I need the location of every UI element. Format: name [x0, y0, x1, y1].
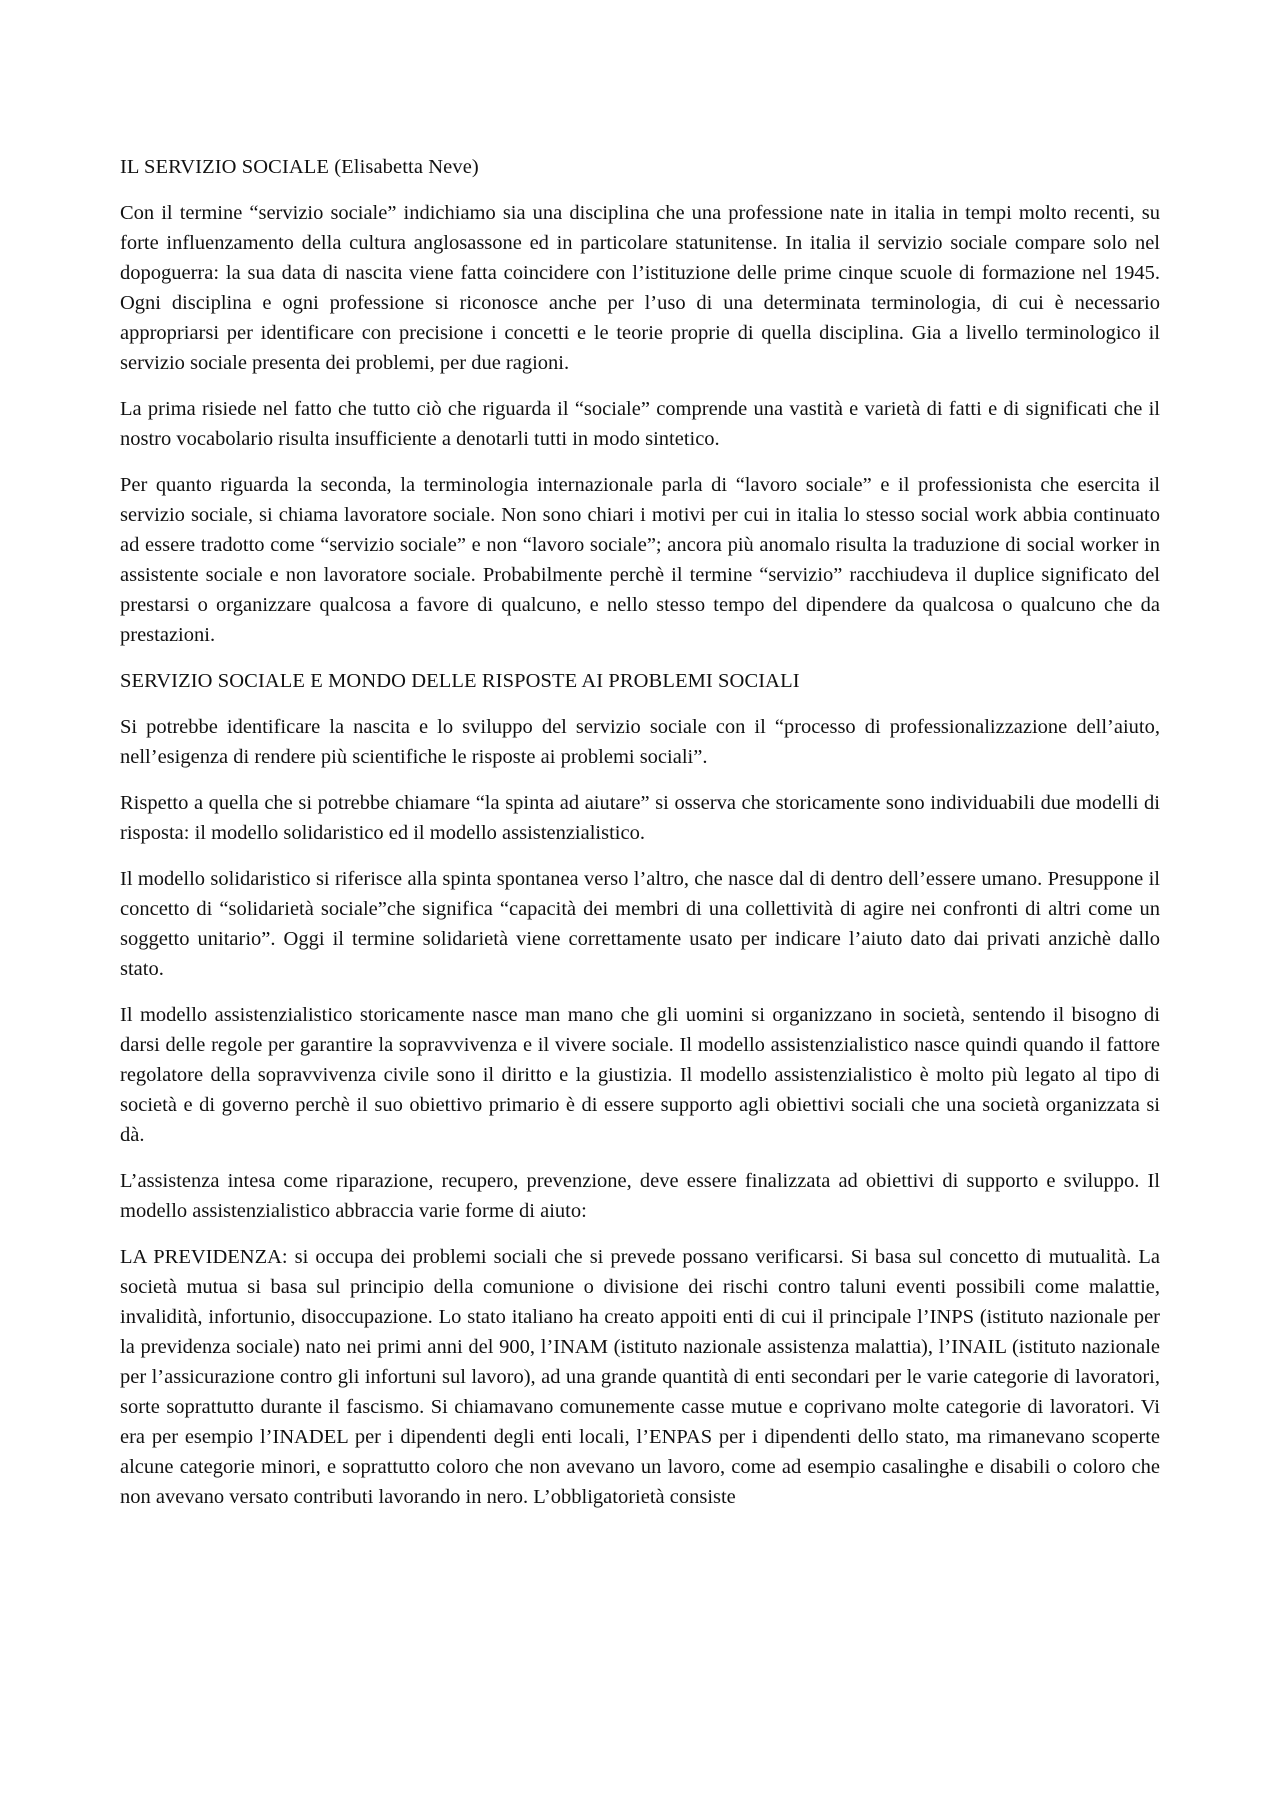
paragraph-intro-definition: Con il termine “servizio sociale” indichiamo sia una disciplina che una professione nate in italia in tempi molto recenti, su forte influenzamento della cultura anglosassone ed in particolare statunitense. In italia il servizio sociale compare solo nel dopoguerra: la sua data di nascita viene fatta coincidere con l’istituzione delle prime cinque scuole di formazione nel 1945. Ogni disciplina e ogni professione si riconosce anche per l’uso di una determinata terminologia, di cui è necessario appropriarsi per identificare con precisione i concetti e le teorie proprie di quella disciplina. Gia a livello terminologico il servizio sociale presenta dei problemi, per due ragioni. [120, 202, 1160, 374]
paragraph-assistential-model: Il modello assistenzialistico storicamente nasce man mano che gli uomini si organizzano in società, sentendo il bisogno di darsi delle regole per garantire la sopravvivenza e il vivere sociale. Il modello assistenzialistico nasce quindi quando il fattore regolatore della sopravvivenza civile sono il diritto e la giustizia. Il modello assistenzialistico è molto più legato al tipo di società e di governo perchè il suo obiettivo primario è di essere supporto agli obiettivi sociali che una società organizzata si dà. [120, 1004, 1160, 1146]
paragraph-assistance-forms: L’assistenza intesa come riparazione, recupero, prevenzione, deve essere finalizzata ad obiettivi di supporto e sviluppo. Il modello assistenzialistico abbraccia varie forme di aiuto: [120, 1170, 1160, 1222]
section-heading: SERVIZIO SOCIALE E MONDO DELLE RISPOSTE AI PROBLEMI SOCIALI [120, 670, 800, 692]
paragraph-two-models: Rispetto a quella che si potrebbe chiamare “la spinta ad aiutare” si osserva che storicamente sono individuabili due modelli di risposta: il modello solidaristico ed il modello assistenzialistico. [120, 792, 1160, 844]
paragraph-previdenza: LA PREVIDENZA: si occupa dei problemi sociali che si prevede possano verificarsi. Si basa sul concetto di mutualità. La società mutua si basa sul principio della comunione o divisione dei rischi contro taluni eventi possibili come malattie, invalidità, infortunio, disoccupazione. Lo stato italiano ha creato appoiti enti di cui il principale l’INPS (istituto nazionale per la previdenza sociale) nato nei primi anni del 900, l’INAM (istituto nazionale assistenza malattia), l’INAIL (istituto nazionale per l’assicurazione contro gli infortuni sul lavoro), ad una grande quantità di enti secondari per le varie categorie di lavoratori, sorte soprattutto durante il fascismo. Si chiamavano comunemente casse mutue e coprivano molte categorie di lavoratori. Vi era per esempio l’INADEL per i dipendenti degli enti locali, l’ENPAS per i dipendenti dello stato, ma rimanevano scoperte alcune categorie minori, e soprattutto coloro che non avevano un lavoro, come ad esempio casalinghe e disabili o coloro che non avevano versato contributi lavorando in nero. L’obbligatorietà consiste [120, 1246, 1160, 1508]
document-title: IL SERVIZIO SOCIALE (Elisabetta Neve) [120, 156, 479, 178]
paragraph-solidaristic-model: Il modello solidaristico si riferisce alla spinta spontanea verso l’altro, che nasce dal di dentro dell’essere umano. Presuppone il concetto di “solidarietà sociale”che significa “capacità dei membri di una collettività di agire nei confronti di altri come un soggetto unitario”. Oggi il termine solidarietà viene correttamente usato per indicare l’aiuto dato dai privati anzichè dallo stato. [120, 868, 1160, 980]
paragraph-first-reason: La prima risiede nel fatto che tutto ciò che riguarda il “sociale” comprende una vastità e varietà di fatti e di significati che il nostro vocabolario risulta insufficiente a denotarli tutti in modo sintetico. [120, 398, 1160, 450]
paragraph-professionalization: Si potrebbe identificare la nascita e lo sviluppo del servizio sociale con il “processo di professionalizzazione dell’aiuto, nell’esigenza di rendere più scientifiche le risposte ai problemi sociali”. [120, 716, 1160, 768]
paragraph-second-reason: Per quanto riguarda la seconda, la terminologia internazionale parla di “lavoro sociale” e il professionista che esercita il servizio sociale, si chiama lavoratore sociale. Non sono chiari i motivi per cui in italia lo stesso social work abbia continuato ad essere tradotto come “servizio sociale” e non “lavoro sociale”; ancora più anomalo risulta la traduzione di social worker in assistente sociale e non lavoratore sociale. Probabilmente perchè il termine “servizio” racchiudeva il duplice significato del prestarsi o organizzare qualcosa a favore di qualcuno, e nello stesso tempo del dipendere da qualcosa o qualcuno che da prestazioni. [120, 474, 1160, 646]
